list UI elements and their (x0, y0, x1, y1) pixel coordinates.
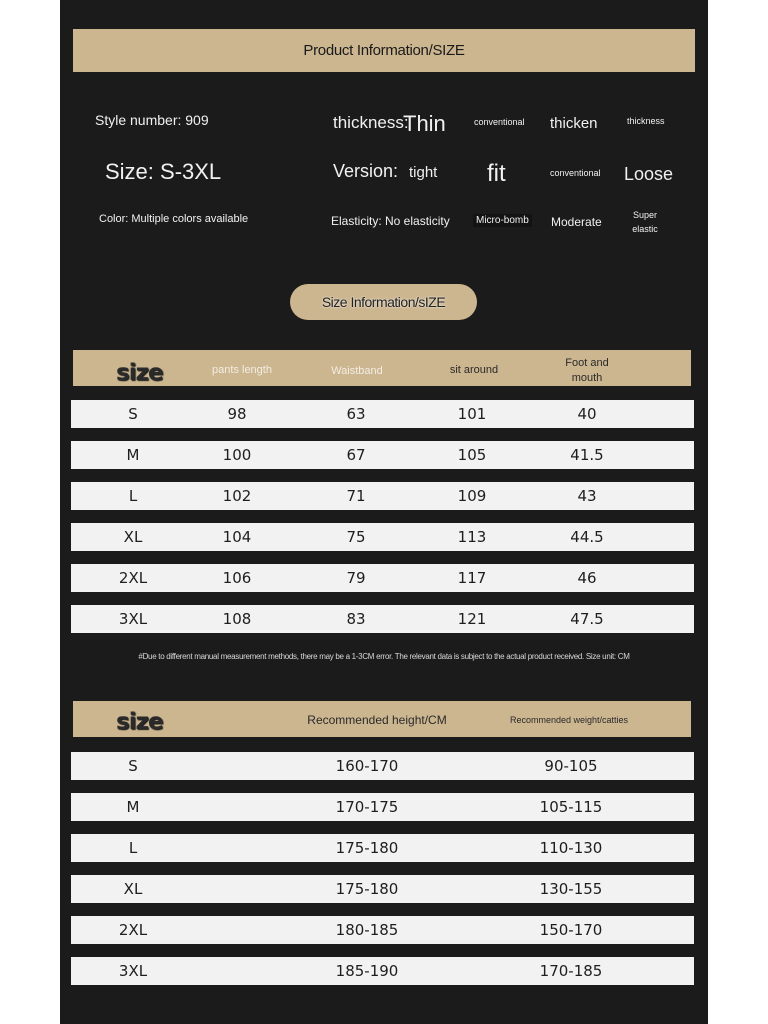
cell-height: 175-180 (335, 880, 399, 898)
cell-weight: 90-105 (544, 757, 598, 775)
measure-table-header (73, 350, 691, 386)
cell-pants-length: 100 (222, 446, 252, 464)
cell-size: L (128, 487, 138, 505)
cell-pants-length: 98 (227, 405, 247, 423)
version-tight: tight (409, 164, 438, 181)
cell-size: 2XL (118, 569, 148, 587)
table-row (71, 605, 694, 633)
table-row (71, 441, 694, 469)
product-panel (60, 0, 708, 1024)
cell-weight: 170-185 (539, 962, 603, 980)
cell-foot-mouth: 44.5 (570, 528, 604, 546)
size-information-title: Size Information/sIZE (321, 294, 446, 310)
style-number: Style number: 909 (95, 112, 209, 128)
measure-header-pants-length: pants length (212, 364, 272, 376)
table-row (71, 752, 694, 780)
product-info-banner (73, 29, 695, 72)
cell-sit-around: 101 (457, 405, 487, 423)
cell-size: L (128, 839, 138, 857)
banner-title: Product Information/SIZE (303, 42, 465, 59)
cell-pants-length: 106 (222, 569, 252, 587)
version-conventional: conventional (550, 168, 601, 178)
table-row (71, 400, 694, 428)
thickness-label: thickness: (333, 113, 409, 132)
measure-header-sit-around: sit around (449, 364, 499, 376)
elasticity-micro-bomb: Micro-bomb (473, 214, 532, 227)
cell-size: XL (123, 528, 143, 546)
cell-pants-length: 104 (222, 528, 252, 546)
table-row (71, 916, 694, 944)
measurement-note: #Due to different manual measurement methods, there may be a 1-3CM error. The relevant data is subject to the actual product received. Size unit: CM (138, 652, 630, 661)
thickness-thin: Thin (403, 111, 446, 136)
size-range: Size: S-3XL (105, 159, 222, 184)
recommend-table-header (73, 701, 691, 737)
cell-waistband: 83 (346, 610, 366, 628)
cell-weight: 105-115 (539, 798, 603, 816)
cell-sit-around: 121 (457, 610, 487, 628)
table-row (71, 793, 694, 821)
cell-size: 3XL (118, 610, 148, 628)
cell-foot-mouth: 41.5 (570, 446, 604, 464)
cell-foot-mouth: 47.5 (570, 610, 604, 628)
cell-foot-mouth: 40 (577, 405, 597, 423)
recommend-header-height: Recommended height/CM (307, 713, 447, 727)
table-row (71, 482, 694, 510)
cell-weight: 130-155 (539, 880, 603, 898)
elasticity-super: Super (632, 210, 658, 220)
cell-pants-length: 102 (222, 487, 252, 505)
cell-size: S (128, 405, 138, 423)
version-label: Version: (333, 161, 399, 181)
cell-size: XL (123, 880, 143, 898)
cell-height: 185-190 (335, 962, 399, 980)
size-information-pill (290, 284, 477, 320)
recommend-header-size: size (116, 709, 163, 735)
cell-size: S (128, 757, 138, 775)
cell-height: 160-170 (335, 757, 399, 775)
cell-foot-mouth: 43 (577, 487, 597, 505)
cell-size: M (126, 798, 140, 816)
elasticity-elastic: elastic (632, 224, 658, 234)
color-info: Color: Multiple colors available (99, 213, 249, 225)
measure-header-waistband: Waistband (331, 365, 383, 377)
cell-sit-around: 117 (457, 569, 487, 587)
table-row (71, 523, 694, 551)
cell-waistband: 63 (346, 405, 366, 423)
table-row (71, 957, 694, 985)
table-row (71, 834, 694, 862)
cell-pants-length: 108 (222, 610, 252, 628)
cell-weight: 150-170 (539, 921, 603, 939)
cell-waistband: 71 (346, 487, 366, 505)
version-fit: fit (487, 160, 506, 187)
cell-foot-mouth: 46 (577, 569, 597, 587)
cell-weight: 110-130 (539, 839, 603, 857)
thickness-thickness: thickness (627, 116, 665, 126)
table-row (71, 875, 694, 903)
cell-waistband: 67 (346, 446, 366, 464)
thickness-conventional: conventional (474, 117, 525, 127)
table-row (71, 564, 694, 592)
cell-size: M (126, 446, 140, 464)
cell-waistband: 75 (346, 528, 366, 546)
cell-sit-around: 109 (457, 487, 487, 505)
measure-header-size: size (116, 360, 163, 386)
cell-sit-around: 113 (457, 528, 487, 546)
cell-height: 170-175 (335, 798, 399, 816)
cell-height: 175-180 (335, 839, 399, 857)
elasticity-moderate: Moderate (551, 215, 602, 229)
cell-size: 3XL (118, 962, 148, 980)
thickness-thicken: thicken (550, 115, 598, 132)
cell-height: 180-185 (335, 921, 399, 939)
cell-sit-around: 105 (457, 446, 487, 464)
cell-waistband: 79 (346, 569, 366, 587)
recommend-header-weight: Recommended weight/catties (509, 715, 629, 725)
version-loose: Loose (624, 164, 674, 184)
cell-size: 2XL (118, 921, 148, 939)
elasticity-label: Elasticity: No elasticity (331, 214, 450, 228)
measure-header-mouth: mouth (571, 372, 603, 384)
measure-header-foot-and: Foot and (565, 357, 609, 369)
